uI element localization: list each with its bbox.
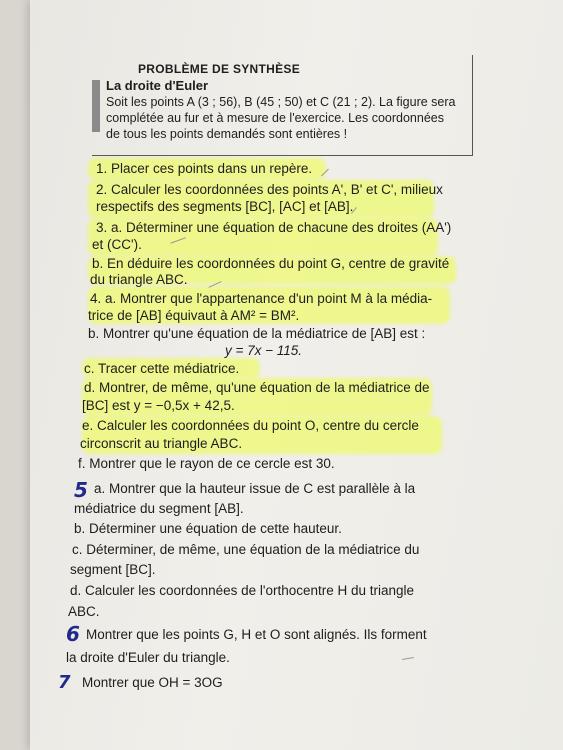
question-3a-line-1: 3. a. Déterminer une équation de chacune des droites (AA') <box>96 220 452 235</box>
handwritten-7: 7 <box>58 672 71 693</box>
handwritten-5: 5 <box>74 478 88 502</box>
question-4b-line-1: b. Montrer qu'une équation de la médiatrice de [AB] est : <box>88 326 426 341</box>
question-5c-line-1: c. Déterminer, de même, une équation de la médiatrice du <box>72 542 420 557</box>
question-4c: c. Tracer cette médiatrice. <box>84 361 240 376</box>
question-4f: f. Montrer que le rayon de ce cercle est 30. <box>78 456 335 471</box>
question-4d-line-2: [BC] est y = −0,5x + 42,5. <box>82 398 235 413</box>
question-5a-line-2: médiatrice du segment [AB]. <box>74 501 244 516</box>
question-6-line-1: Montrer que les points G, H et O sont alignés. Ils forment <box>86 627 427 642</box>
question-4d-line-1: d. Montrer, de même, qu'une équation de la médiatrice de <box>84 380 430 395</box>
textbook-page <box>30 0 563 750</box>
pencil-mark <box>402 657 414 660</box>
question-5c-line-2: segment [BC]. <box>70 562 156 577</box>
question-2-line-1: 2. Calculer les coordonnées des points A', B' et C', milieux <box>96 182 443 197</box>
problem-title: La droite d'Euler <box>106 78 209 93</box>
question-5b: b. Déterminer une équation de cette hauteur. <box>74 521 342 536</box>
question-3a-line-2: et (CC'). <box>92 237 142 252</box>
handwritten-6: 6 <box>66 622 80 646</box>
question-4b-equation: y = 7x − 115. <box>225 343 303 358</box>
section-title: PROBLÈME DE SYNTHÈSE <box>138 62 301 76</box>
question-6-line-2: la droite d'Euler du triangle. <box>66 650 230 665</box>
question-7: Montrer que OH = 3OG <box>82 675 223 690</box>
intro-line-3: de tous les points demandés sont entières ! <box>106 127 348 141</box>
intro-line-1: Soit les points A (3 ; 56), B (45 ; 50) et C (21 ; 2). La figure sera <box>106 95 456 109</box>
question-3b-line-1: b. En déduire les coordonnées du point G, centre de gravité <box>92 256 450 271</box>
question-4e-line-1: e. Calculer les coordonnées du point O, centre du cercle <box>82 418 419 433</box>
question-4a-line-2: trice de [AB] équivaut à AM² = BM². <box>88 308 300 323</box>
question-5a-line-1: a. Montrer que la hauteur issue de C est parallèle à la <box>94 481 416 496</box>
question-1: 1. Placer ces points dans un repère. <box>96 161 313 176</box>
intro-box-bar <box>92 80 100 132</box>
intro-line-2: complétée au fur et à mesure de l'exercice. Les coordonnées <box>106 111 444 125</box>
question-5d-line-2: ABC. <box>68 604 100 619</box>
question-4e-line-2: circonscrit au triangle ABC. <box>80 436 243 451</box>
question-3b-line-2: du triangle ABC. <box>90 272 188 287</box>
question-5d-line-1: d. Calculer les coordonnées de l'orthocentre H du triangle <box>70 583 415 598</box>
question-4a-line-1: 4. a. Montrer que l'appartenance d'un point M à la média- <box>90 291 433 306</box>
question-2-line-2: respectifs des segments [BC], [AC] et [AB]. <box>96 199 354 214</box>
